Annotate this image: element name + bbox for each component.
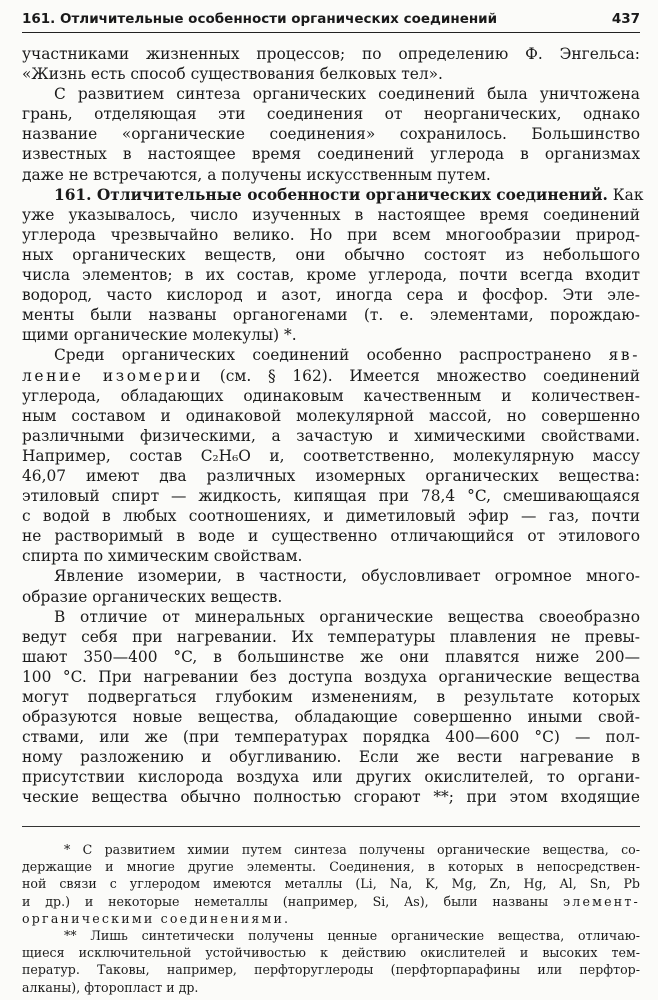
text-line: ных органических веществ, они обычно состоят из небольшого (22, 245, 640, 264)
text-line: присутствии кислорода воздуха или других окислителей, то органи- (22, 768, 640, 787)
text-line: ческие вещества обычно полностью сгорают **; при этом входящие (22, 788, 640, 807)
text-line: ному разложению и обугливанию. Если же вести нагревание в (22, 748, 640, 767)
text-fragment: Как (612, 185, 644, 204)
text-line-with-spaced (22, 345, 640, 365)
text-line: Явление изомерии, в частности, обусловливает огромное много- (54, 567, 640, 586)
footnote-line: ** Лишь синтетически получены ценные органические вещества, отличаю- (64, 927, 640, 943)
text-line: ным составом и одинаковой молекулярной массой, но совершенно (22, 406, 640, 425)
text-line: могут подвергаться глубоким изменениям, в результате которых (22, 688, 640, 706)
footnote-line: * С развитием химии путем синтеза получены органические вещества, со- (64, 842, 640, 857)
text-line: ствами, или же (при температурах порядка 400—600 °C) — пол- (22, 728, 640, 747)
footnote-line: щиеся исключительной устойчивостью к действию окислителей и высоких тем- (22, 945, 640, 961)
text-line: название «органические соединения» сохранилось. Большинство (22, 125, 640, 144)
text-line: «Жизнь есть способ существования белковых тел». (22, 65, 443, 84)
text-line: водород, часто кислород и азот, иногда сера и фосфор. Эти эле- (22, 286, 640, 305)
text-fragment: (см. § 162). Имеется множество соединений (219, 366, 640, 385)
text-line: шают 350—400 °C, в большинстве же они плавятся ниже 200— (22, 647, 640, 666)
text-line-with-spaced (22, 366, 640, 386)
section-heading: 161. Отличительные особенности органических соединений. (54, 185, 608, 204)
section-heading-line (22, 185, 644, 205)
text-line: Например, состав C₂H₆O и, соответственно, молекулярную массу (22, 446, 640, 465)
text-line: не растворимый в воде и существенно отличающийся от этилового (22, 527, 640, 546)
text-line: углерода чрезвычайно велико. Но при всем многообразии природ- (22, 225, 640, 244)
text-fragment: и др.) и некоторые неметаллы (например, Si, As), были названы (22, 893, 549, 909)
footnote-divider (22, 826, 640, 827)
running-header (22, 8, 640, 33)
text-line: с водой в любых соотношениях, и диметиловый эфир — газ, почти (22, 507, 640, 526)
text-line: 46,07 имеют два различных изомерных органических вещества: (22, 466, 640, 485)
footnote-line: ператур. Таковы, например, перфторуглероды (перфторпарафины или перфтор- (22, 962, 640, 978)
text-line: грань, отделяющая эти соединения от неорганических, однако (22, 105, 640, 124)
text-line: участниками жизненных процессов; по определению Ф. Энгельса: (22, 45, 640, 63)
running-header-title: 161. Отличительные особенности органических соединений (22, 11, 498, 27)
footnote-line: ной связи с углеродом имеются металлы (Li, Na, K, Mg, Zn, Hg, Al, Sn, Pb (22, 876, 640, 892)
spaced-term: ление изомерии (22, 366, 204, 385)
page-number: 437 (611, 11, 640, 27)
text-line: этиловый спирт — жидкость, кипящая при 78,4 °C, смешивающаяся (22, 487, 640, 506)
spaced-term: органическими соединениями. (22, 910, 291, 926)
text-line: образие органических веществ. (22, 587, 283, 606)
text-line: известных в настоящее время соединений углерода в организмах (22, 145, 640, 164)
text-line: даже не встречаются, а получены искусственным путем. (22, 165, 491, 184)
text-line: спирта по химическим свойствам. (22, 547, 303, 566)
text-line: ведут себя при нагревании. Их температуры плавления не превы- (22, 627, 640, 646)
text-line: углерода, обладающих одинаковым качественным и количествен- (22, 386, 640, 405)
footnote-line-with-spaced (22, 893, 640, 910)
footnote-line-with-spaced (22, 910, 640, 927)
text-line: образуются новые вещества, обладающие совершенно иными свой- (22, 708, 640, 727)
footnote-line: алканы), фторопласт и др. (22, 979, 199, 995)
text-line: В отличие от минеральных органические вещества своеобразно (54, 607, 640, 626)
footnotes (22, 841, 640, 996)
text-line: 100 °C. При нагревании без доступа воздуха органические вещества (22, 667, 640, 686)
text-line: менты были названы органогенами (т. е. элементами, порождаю- (22, 306, 640, 325)
text-line: различными физическими, а зачастую и химическими свойствами. (22, 426, 640, 445)
footnote-line: держащие и многие другие элементы. Соединения, в которых в непосредствен- (22, 859, 640, 875)
main-text (22, 44, 644, 808)
spaced-term: яв- (608, 346, 640, 365)
text-line: уже указывалось, число изученных в настоящее время соединений (22, 205, 640, 224)
spaced-term: элемент- (563, 893, 640, 909)
text-line: числа элементов; в их состав, кроме углерода, почти всегда входит (22, 266, 640, 285)
text-line: щими органические молекулы) *. (22, 326, 297, 345)
text-line: С развитием синтеза органических соединений была уничтожена (54, 85, 640, 104)
text-fragment: Среди органических соединений особенно распространено (54, 346, 592, 365)
